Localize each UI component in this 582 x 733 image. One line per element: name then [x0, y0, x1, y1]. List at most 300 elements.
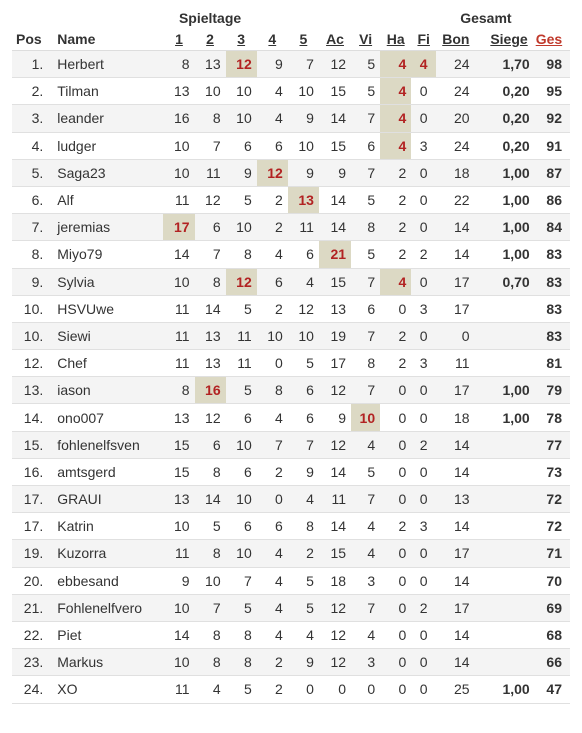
score-1: 10 — [163, 513, 194, 540]
score-5: 2 — [288, 540, 319, 567]
score-ha: 0 — [380, 649, 411, 676]
score-2: 13 — [195, 322, 226, 349]
score-3: 12 — [226, 268, 257, 295]
score-ha: 0 — [380, 431, 411, 458]
score-vi: 7 — [351, 486, 380, 513]
row-ges: 92 — [536, 105, 570, 132]
row-siege — [476, 486, 536, 513]
score-3: 11 — [226, 350, 257, 377]
row-bon: 0 — [436, 322, 475, 349]
score-ha: 0 — [380, 567, 411, 594]
row-siege: 1,00 — [476, 241, 536, 268]
score-1: 15 — [163, 458, 194, 485]
row-position: 7. — [12, 214, 47, 241]
score-1: 13 — [163, 404, 194, 431]
score-vi: 6 — [351, 295, 380, 322]
score-4: 9 — [257, 51, 288, 78]
score-2: 6 — [195, 431, 226, 458]
score-ac: 15 — [319, 132, 351, 159]
col-name: Name — [47, 28, 163, 51]
score-ha: 4 — [380, 105, 411, 132]
row-siege — [476, 567, 536, 594]
score-ha: 4 — [380, 132, 411, 159]
score-4: 0 — [257, 350, 288, 377]
row-siege: 1,70 — [476, 51, 536, 78]
table-row — [12, 649, 570, 676]
score-3: 5 — [226, 594, 257, 621]
score-5: 7 — [288, 431, 319, 458]
table-row — [12, 567, 570, 594]
row-bon: 18 — [436, 404, 475, 431]
score-5: 8 — [288, 513, 319, 540]
row-bon: 14 — [436, 431, 475, 458]
table-row — [12, 132, 570, 159]
score-vi: 5 — [351, 241, 380, 268]
row-siege — [476, 431, 536, 458]
row-position: 17. — [12, 486, 47, 513]
score-vi: 6 — [351, 132, 380, 159]
row-position: 15. — [12, 431, 47, 458]
score-3: 5 — [226, 186, 257, 213]
row-ges: 83 — [536, 241, 570, 268]
row-ges: 47 — [536, 676, 570, 703]
row-bon: 14 — [436, 621, 475, 648]
score-vi: 7 — [351, 594, 380, 621]
score-1: 10 — [163, 132, 194, 159]
table-row — [12, 431, 570, 458]
col-bon[interactable]: Bon — [436, 28, 475, 51]
score-1: 14 — [163, 621, 194, 648]
score-fi: 2 — [411, 241, 436, 268]
row-name: GRAUI — [47, 486, 163, 513]
score-3: 6 — [226, 513, 257, 540]
row-name: Alf — [47, 186, 163, 213]
row-name: HSVUwe — [47, 295, 163, 322]
row-ges: 69 — [536, 594, 570, 621]
score-5: 0 — [288, 676, 319, 703]
score-3: 7 — [226, 567, 257, 594]
row-name: Miyo79 — [47, 241, 163, 268]
score-3: 10 — [226, 540, 257, 567]
score-4: 4 — [257, 540, 288, 567]
score-1: 9 — [163, 567, 194, 594]
row-position: 22. — [12, 621, 47, 648]
score-3: 6 — [226, 458, 257, 485]
score-ha: 4 — [380, 78, 411, 105]
row-ges: 72 — [536, 486, 570, 513]
row-bon: 14 — [436, 241, 475, 268]
score-4: 2 — [257, 295, 288, 322]
score-vi: 7 — [351, 105, 380, 132]
row-position: 9. — [12, 268, 47, 295]
score-1: 13 — [163, 486, 194, 513]
row-bon: 14 — [436, 649, 475, 676]
score-fi: 2 — [411, 594, 436, 621]
row-name: XO — [47, 676, 163, 703]
row-position: 16. — [12, 458, 47, 485]
row-bon: 24 — [436, 51, 475, 78]
score-5: 13 — [288, 186, 319, 213]
row-bon: 18 — [436, 159, 475, 186]
row-ges: 71 — [536, 540, 570, 567]
score-5: 4 — [288, 486, 319, 513]
score-5: 10 — [288, 322, 319, 349]
score-5: 10 — [288, 78, 319, 105]
score-3: 8 — [226, 621, 257, 648]
score-3: 5 — [226, 377, 257, 404]
row-bon: 22 — [436, 186, 475, 213]
score-2: 6 — [195, 214, 226, 241]
row-name: Herbert — [47, 51, 163, 78]
score-4: 4 — [257, 404, 288, 431]
score-vi: 4 — [351, 431, 380, 458]
score-2: 8 — [195, 649, 226, 676]
score-2: 8 — [195, 268, 226, 295]
row-position: 13. — [12, 377, 47, 404]
table-row — [12, 78, 570, 105]
row-name: ebbesand — [47, 567, 163, 594]
score-1: 13 — [163, 78, 194, 105]
score-5: 5 — [288, 594, 319, 621]
score-1: 14 — [163, 241, 194, 268]
score-fi: 0 — [411, 377, 436, 404]
col-2[interactable]: 2 — [195, 28, 226, 51]
row-bon: 14 — [436, 567, 475, 594]
row-name: Chef — [47, 350, 163, 377]
group-gesamt: Gesamt — [460, 10, 512, 26]
score-3: 5 — [226, 676, 257, 703]
table-row — [12, 241, 570, 268]
score-vi: 5 — [351, 458, 380, 485]
row-position: 10. — [12, 295, 47, 322]
row-bon: 24 — [436, 78, 475, 105]
col-4[interactable]: 4 — [257, 28, 288, 51]
score-5: 6 — [288, 404, 319, 431]
score-ac: 12 — [319, 377, 351, 404]
row-bon: 17 — [436, 594, 475, 621]
row-name: amtsgerd — [47, 458, 163, 485]
row-ges: 81 — [536, 350, 570, 377]
score-1: 17 — [163, 214, 194, 241]
row-ges: 70 — [536, 567, 570, 594]
score-vi: 7 — [351, 377, 380, 404]
row-position: 12. — [12, 350, 47, 377]
col-pos: Pos — [12, 28, 47, 51]
score-ha: 0 — [380, 377, 411, 404]
score-ha: 2 — [380, 322, 411, 349]
col-1[interactable]: 1 — [163, 28, 194, 51]
score-ac: 11 — [319, 486, 351, 513]
row-ges: 77 — [536, 431, 570, 458]
row-position: 10. — [12, 322, 47, 349]
score-4: 2 — [257, 186, 288, 213]
row-name: Fohlenelfvero — [47, 594, 163, 621]
row-bon: 17 — [436, 540, 475, 567]
table-row — [12, 186, 570, 213]
score-4: 7 — [257, 431, 288, 458]
score-4: 2 — [257, 214, 288, 241]
col-ha[interactable]: Ha — [380, 28, 411, 51]
score-4: 4 — [257, 621, 288, 648]
score-4: 4 — [257, 594, 288, 621]
row-siege — [476, 594, 536, 621]
row-ges: 98 — [536, 51, 570, 78]
score-ac: 14 — [319, 105, 351, 132]
table-row — [12, 486, 570, 513]
score-ac: 14 — [319, 214, 351, 241]
row-position: 2. — [12, 78, 47, 105]
score-1: 10 — [163, 268, 194, 295]
row-ges: 73 — [536, 458, 570, 485]
score-fi: 0 — [411, 159, 436, 186]
table-row — [12, 513, 570, 540]
score-vi: 7 — [351, 268, 380, 295]
row-position: 21. — [12, 594, 47, 621]
score-1: 8 — [163, 51, 194, 78]
score-3: 10 — [226, 105, 257, 132]
score-1: 11 — [163, 350, 194, 377]
col-5[interactable]: 5 — [288, 28, 319, 51]
row-name: Saga23 — [47, 159, 163, 186]
score-vi: 5 — [351, 51, 380, 78]
row-siege: 1,00 — [476, 186, 536, 213]
score-3: 10 — [226, 78, 257, 105]
row-name: leander — [47, 105, 163, 132]
score-2: 8 — [195, 105, 226, 132]
score-fi: 2 — [411, 431, 436, 458]
row-position: 19. — [12, 540, 47, 567]
score-ac: 12 — [319, 51, 351, 78]
score-2: 4 — [195, 676, 226, 703]
col-vi[interactable]: Vi — [351, 28, 380, 51]
score-ha: 0 — [380, 621, 411, 648]
score-5: 4 — [288, 268, 319, 295]
score-ac: 13 — [319, 295, 351, 322]
row-ges: 72 — [536, 513, 570, 540]
row-ges: 79 — [536, 377, 570, 404]
score-vi: 5 — [351, 78, 380, 105]
score-ac: 9 — [319, 404, 351, 431]
table-row — [12, 105, 570, 132]
row-position: 4. — [12, 132, 47, 159]
score-5: 4 — [288, 621, 319, 648]
row-name: Siewi — [47, 322, 163, 349]
row-name: Kuzorra — [47, 540, 163, 567]
row-name: ludger — [47, 132, 163, 159]
score-2: 7 — [195, 594, 226, 621]
score-ha: 4 — [380, 268, 411, 295]
row-ges: 86 — [536, 186, 570, 213]
score-3: 10 — [226, 431, 257, 458]
score-4: 4 — [257, 78, 288, 105]
row-siege: 1,00 — [476, 676, 536, 703]
table-row — [12, 159, 570, 186]
row-name: Markus — [47, 649, 163, 676]
score-vi: 5 — [351, 186, 380, 213]
score-2: 7 — [195, 241, 226, 268]
row-bon: 17 — [436, 295, 475, 322]
score-fi: 0 — [411, 105, 436, 132]
row-ges: 84 — [536, 214, 570, 241]
score-vi: 3 — [351, 567, 380, 594]
score-vi: 7 — [351, 159, 380, 186]
row-position: 1. — [12, 51, 47, 78]
row-siege — [476, 458, 536, 485]
score-2: 14 — [195, 486, 226, 513]
score-5: 9 — [288, 105, 319, 132]
score-vi: 4 — [351, 540, 380, 567]
score-4: 6 — [257, 132, 288, 159]
score-1: 10 — [163, 649, 194, 676]
row-siege — [476, 649, 536, 676]
row-bon: 24 — [436, 132, 475, 159]
row-bon: 14 — [436, 458, 475, 485]
score-fi: 0 — [411, 78, 436, 105]
score-2: 13 — [195, 51, 226, 78]
score-ha: 0 — [380, 404, 411, 431]
score-3: 8 — [226, 649, 257, 676]
score-ac: 18 — [319, 567, 351, 594]
col-ges[interactable]: Ges — [536, 28, 570, 51]
score-fi: 0 — [411, 676, 436, 703]
score-vi: 3 — [351, 649, 380, 676]
score-ha: 2 — [380, 214, 411, 241]
score-3: 10 — [226, 214, 257, 241]
row-position: 8. — [12, 241, 47, 268]
col-ac[interactable]: Ac — [319, 28, 351, 51]
score-1: 11 — [163, 540, 194, 567]
score-ha: 2 — [380, 241, 411, 268]
score-3: 6 — [226, 132, 257, 159]
row-name: Sylvia — [47, 268, 163, 295]
row-siege — [476, 295, 536, 322]
score-ac: 17 — [319, 350, 351, 377]
score-vi: 7 — [351, 322, 380, 349]
score-1: 16 — [163, 105, 194, 132]
score-vi: 4 — [351, 621, 380, 648]
score-5: 7 — [288, 51, 319, 78]
score-ha: 2 — [380, 186, 411, 213]
score-2: 7 — [195, 132, 226, 159]
row-siege — [476, 513, 536, 540]
score-4: 12 — [257, 159, 288, 186]
score-3: 6 — [226, 404, 257, 431]
score-3: 5 — [226, 295, 257, 322]
score-4: 10 — [257, 322, 288, 349]
row-name: Katrin — [47, 513, 163, 540]
score-1: 10 — [163, 594, 194, 621]
score-fi: 0 — [411, 268, 436, 295]
row-siege — [476, 322, 536, 349]
score-ha: 0 — [380, 295, 411, 322]
score-fi: 4 — [411, 51, 436, 78]
group-header-row — [12, 0, 570, 28]
score-4: 0 — [257, 486, 288, 513]
score-1: 10 — [163, 159, 194, 186]
score-ac: 15 — [319, 78, 351, 105]
table-row — [12, 214, 570, 241]
score-fi: 0 — [411, 621, 436, 648]
row-siege: 1,00 — [476, 377, 536, 404]
score-ac: 12 — [319, 594, 351, 621]
row-bon: 14 — [436, 214, 475, 241]
score-5: 5 — [288, 350, 319, 377]
table-row — [12, 350, 570, 377]
score-vi: 10 — [351, 404, 380, 431]
row-name: ono007 — [47, 404, 163, 431]
table-row — [12, 458, 570, 485]
score-4: 6 — [257, 513, 288, 540]
row-name: fohlenelfsven — [47, 431, 163, 458]
score-fi: 0 — [411, 458, 436, 485]
score-fi: 0 — [411, 214, 436, 241]
score-ac: 12 — [319, 649, 351, 676]
score-vi: 8 — [351, 214, 380, 241]
col-3[interactable]: 3 — [226, 28, 257, 51]
score-4: 2 — [257, 649, 288, 676]
row-bon: 13 — [436, 486, 475, 513]
score-5: 9 — [288, 649, 319, 676]
score-vi: 8 — [351, 350, 380, 377]
score-2: 12 — [195, 186, 226, 213]
score-2: 8 — [195, 621, 226, 648]
score-ac: 14 — [319, 513, 351, 540]
row-position: 3. — [12, 105, 47, 132]
table-row — [12, 322, 570, 349]
row-siege — [476, 540, 536, 567]
col-fi[interactable]: Fi — [411, 28, 436, 51]
score-1: 8 — [163, 377, 194, 404]
score-5: 12 — [288, 295, 319, 322]
score-1: 11 — [163, 322, 194, 349]
score-2: 8 — [195, 540, 226, 567]
row-name: Piet — [47, 621, 163, 648]
score-ac: 12 — [319, 621, 351, 648]
row-ges: 83 — [536, 295, 570, 322]
row-position: 6. — [12, 186, 47, 213]
col-siege[interactable]: Siege — [476, 28, 536, 51]
score-3: 12 — [226, 51, 257, 78]
table-row — [12, 295, 570, 322]
score-2: 5 — [195, 513, 226, 540]
score-ha: 2 — [380, 350, 411, 377]
row-position: 17. — [12, 513, 47, 540]
score-ha: 0 — [380, 594, 411, 621]
score-5: 10 — [288, 132, 319, 159]
table-row — [12, 377, 570, 404]
table-row — [12, 621, 570, 648]
row-siege: 0,20 — [476, 105, 536, 132]
row-name: iason — [47, 377, 163, 404]
score-ac: 14 — [319, 186, 351, 213]
table-row — [12, 268, 570, 295]
score-2: 16 — [195, 377, 226, 404]
table-row — [12, 594, 570, 621]
score-4: 8 — [257, 377, 288, 404]
score-1: 11 — [163, 186, 194, 213]
score-fi: 3 — [411, 350, 436, 377]
score-ac: 21 — [319, 241, 351, 268]
row-position: 5. — [12, 159, 47, 186]
score-2: 10 — [195, 567, 226, 594]
table-row — [12, 540, 570, 567]
row-bon: 11 — [436, 350, 475, 377]
row-ges: 68 — [536, 621, 570, 648]
row-ges: 95 — [536, 78, 570, 105]
row-siege: 1,00 — [476, 214, 536, 241]
score-5: 6 — [288, 377, 319, 404]
group-spieltage: Spieltage — [178, 10, 242, 26]
